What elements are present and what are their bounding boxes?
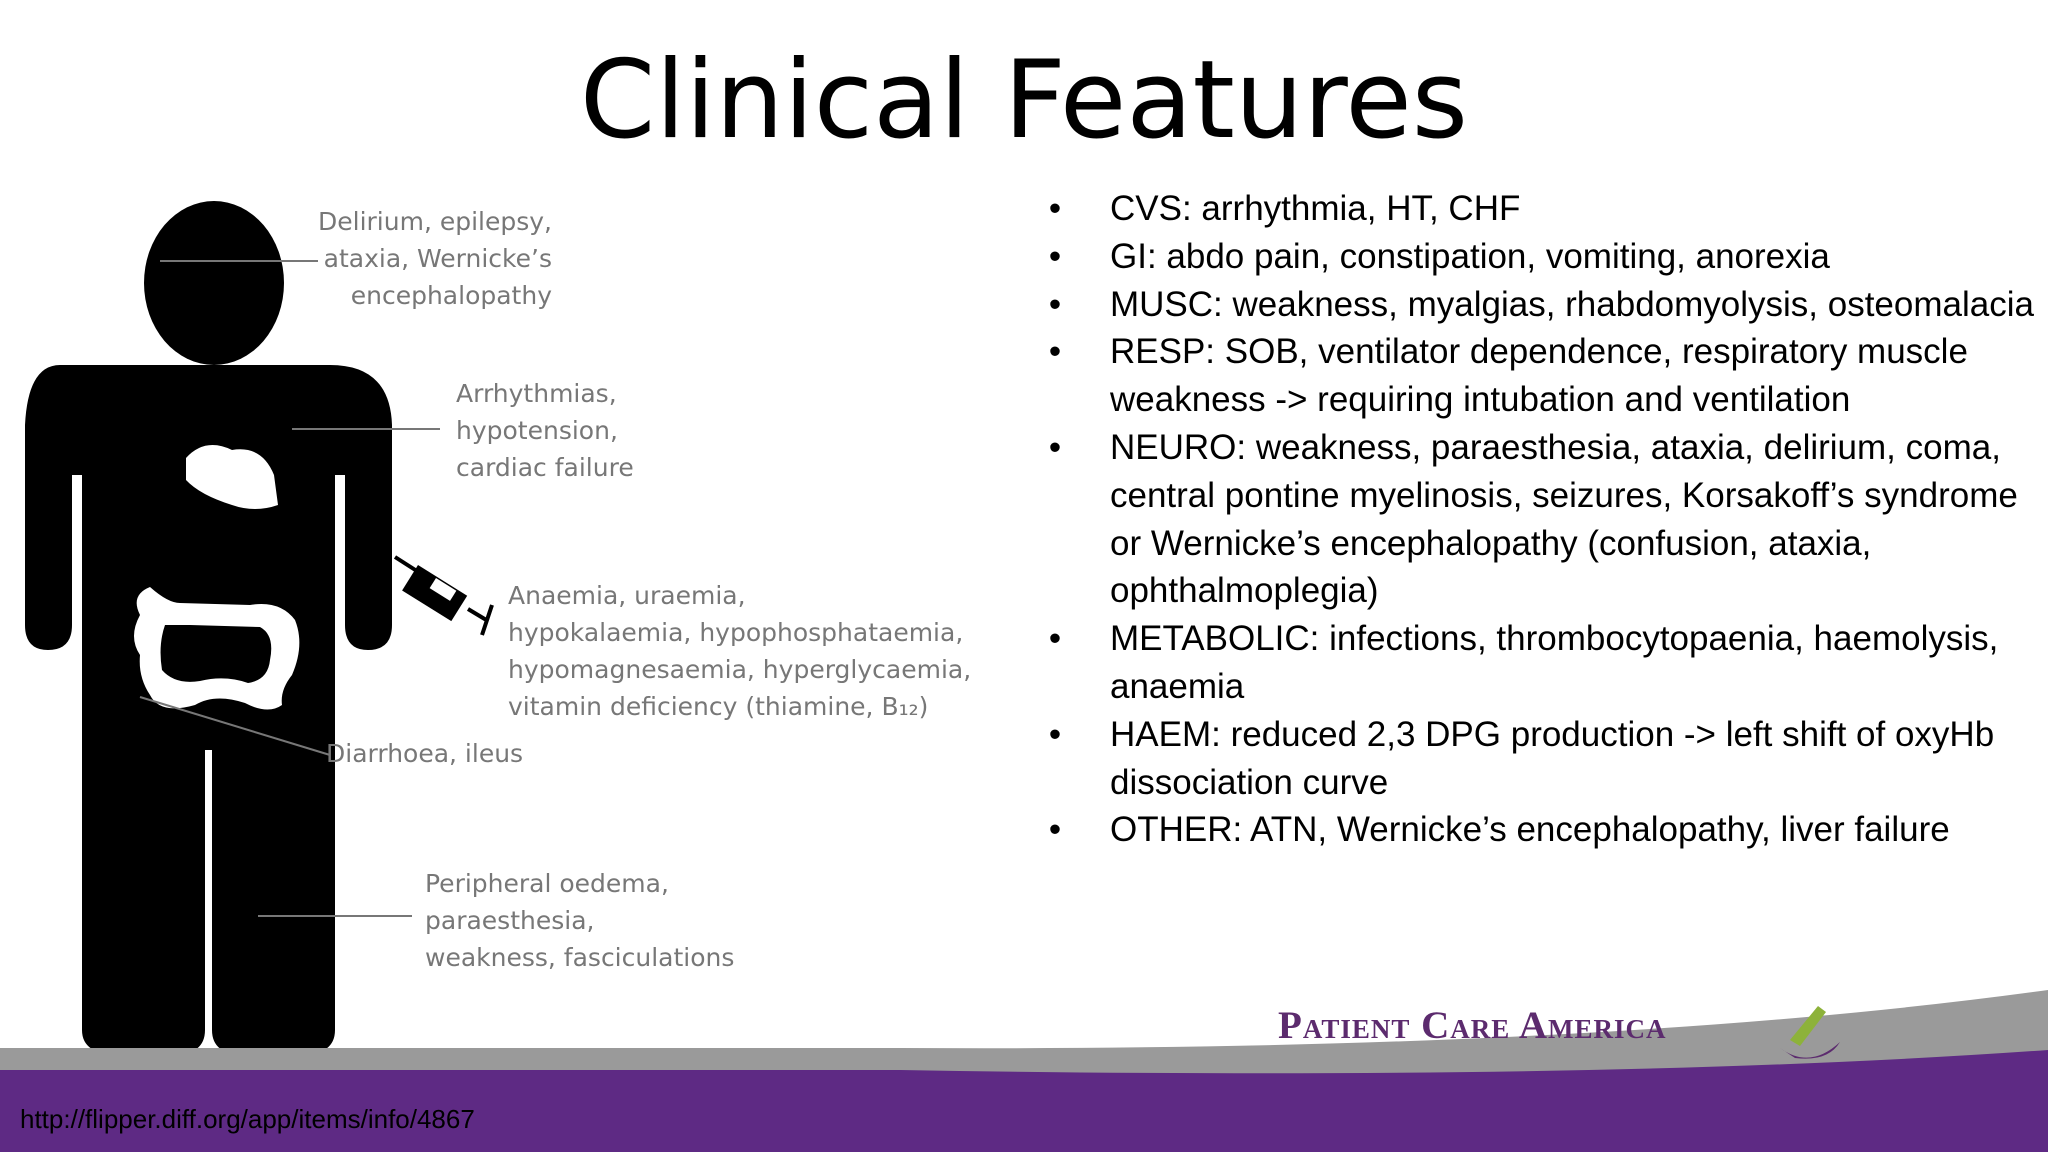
list-item-text: OTHER: ATN, Wernicke’s encephalopathy, liver failure (1110, 810, 1950, 850)
bullet-dot: • (1048, 332, 1062, 372)
callout-brain: Delirium, epilepsy, ataxia, Wernicke’s encephalopathy (318, 207, 552, 310)
bullet-dot: • (1048, 284, 1062, 324)
list-item-text: GI: abdo pain, constipation, vomiting, anorexia (1110, 236, 1830, 276)
callout-blood: Anaemia, uraemia, hypokalaemia, hypophosphataemia, hypomagnesaemia, hyperglycaemia, vitamin deficiency (thiamine, B₁₂) (508, 581, 972, 721)
list-item (1040, 711, 2040, 807)
brand-logo-text: Patient Care America (1278, 1004, 1667, 1047)
list-item-text: HAEM: reduced 2,3 DPG production -> left shift of oxyHb dissociation curve (1110, 714, 1995, 802)
list-item (1040, 233, 2040, 281)
list-item-text: MUSC: weakness, myalgias, rhabdomyolysis, osteomalacia (1110, 284, 2034, 324)
bullet-dot: • (1048, 619, 1062, 659)
callout-heart: Arrhythmias, hypotension, cardiac failure (456, 379, 634, 482)
list-item (1040, 185, 2040, 233)
source-url: http://flipper.diff.org/app/items/info/4867 (20, 1104, 475, 1134)
list-item-text: METABOLIC: infections, thrombocytopaenia, haemolysis, anaemia (1110, 619, 1999, 706)
list-item-text: RESP: SOB, ventilator dependence, respiratory muscle weakness -> requiring intubation and ventilation (1110, 332, 1968, 420)
bullet-dot: • (1048, 189, 1062, 228)
bullet-dot: • (1048, 427, 1062, 467)
syringe-icon (395, 557, 492, 635)
list-item-text: NEURO: weakness, paraesthesia, ataxia, delirium, coma, central pontine myelinosis, seizures, Korsakoff’s syndrome or Wernicke’s encephalopathy (confusion, ataxia, ophthalmoplegia) (1110, 427, 2018, 611)
list-item (1040, 806, 2040, 854)
feature-list (1040, 185, 2040, 854)
body-figure (0, 175, 1010, 1055)
bullet-dot: • (1048, 810, 1062, 850)
list-item (1040, 615, 2040, 711)
list-item (1040, 424, 2040, 615)
bullet-dot: • (1048, 714, 1062, 754)
brand-swoosh-icon (1770, 992, 1850, 1072)
list-item-text: CVS: arrhythmia, HT, CHF (1110, 189, 1521, 228)
callout-gut: Diarrhoea, ileus (326, 739, 524, 768)
bullet-dot: • (1048, 236, 1062, 276)
slide-title: Clinical Features (579, 38, 1469, 163)
list-item (1040, 281, 2040, 329)
list-item (1040, 328, 2040, 424)
callout-leg: Peripheral oedema, paraesthesia, weakness, fasciculations (425, 869, 735, 972)
